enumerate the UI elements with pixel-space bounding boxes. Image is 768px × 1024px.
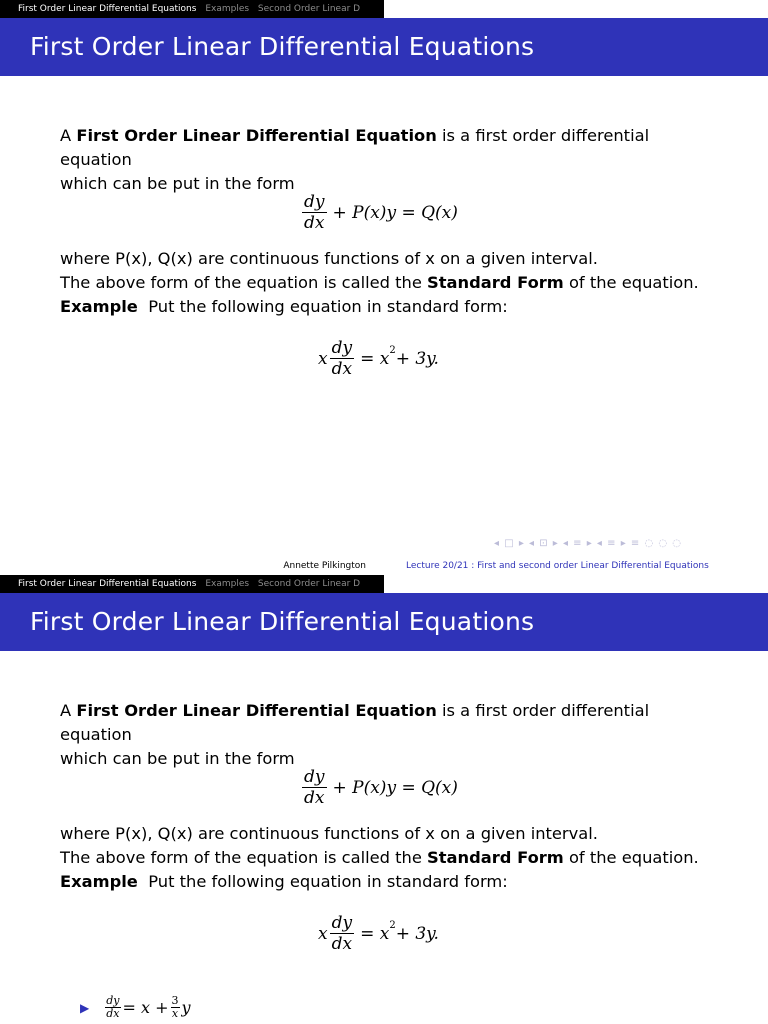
nav-section-second-order[interactable]: Second Order Linear D bbox=[257, 4, 361, 14]
derivative-fraction bbox=[330, 913, 355, 954]
coefficient-fraction bbox=[171, 995, 180, 1020]
eq-tail: + 3y. bbox=[395, 923, 439, 944]
example-text bbox=[60, 870, 720, 894]
frac-num: dy bbox=[304, 192, 325, 212]
slide-title: First Order Linear Differential Equations bbox=[30, 607, 535, 636]
frac-den: dx bbox=[304, 213, 325, 233]
footer-author-box bbox=[0, 557, 384, 575]
def-suffix: is a first order differential equation bbox=[60, 701, 650, 744]
footer-lecture-box bbox=[384, 557, 768, 575]
standard-form-equation bbox=[300, 767, 458, 808]
section-navigation-bar bbox=[0, 575, 384, 593]
bullet-triangle-icon: ▶ bbox=[80, 1000, 90, 1015]
nav-section-examples[interactable]: Examples bbox=[205, 579, 250, 589]
slide-2 bbox=[0, 575, 768, 1024]
example-body: Put the following equation in standard form: bbox=[148, 872, 508, 891]
example-label: Example bbox=[60, 872, 138, 891]
def-line2: which can be put in the form bbox=[60, 749, 295, 768]
frac-den: dx bbox=[304, 788, 325, 808]
eq-exponent: 2 bbox=[389, 345, 396, 356]
def-suffix: is a first order differential equation bbox=[60, 126, 650, 169]
footer bbox=[0, 557, 768, 575]
derivative-fraction bbox=[330, 338, 355, 379]
eq-tail: + 3y. bbox=[395, 348, 439, 369]
example-equation bbox=[318, 913, 439, 954]
sf-suffix: of the equation. bbox=[563, 848, 699, 867]
sf-suffix: of the equation. bbox=[563, 273, 699, 292]
def-prefix: A bbox=[60, 701, 77, 720]
derivative-fraction bbox=[302, 767, 327, 808]
standard-form-text bbox=[60, 846, 720, 870]
solution-bullet bbox=[80, 995, 191, 1020]
frac-den: x bbox=[171, 1007, 179, 1020]
definition-text bbox=[60, 699, 720, 771]
equation-rest: + P(x)y = Q(x) bbox=[332, 202, 458, 223]
continuity-text: where P(x), Q(x) are continuous functions of x on a given interval. bbox=[60, 824, 598, 843]
frac-num: 3 bbox=[171, 994, 179, 1007]
example-text bbox=[60, 295, 720, 319]
slide-body bbox=[60, 124, 720, 196]
sf-prefix: The above form of the equation is called the bbox=[60, 273, 428, 292]
example-body: Put the following equation in standard form: bbox=[148, 297, 508, 316]
slide-body-lower bbox=[60, 822, 720, 894]
definition-text bbox=[60, 124, 720, 196]
beamer-navigation-icons[interactable]: ◂ □ ▸ ◂ ⊡ ▸ ◂ ≡ ▸ ◂ ≡ ▸ ≡ ◌ ◌ ◌ bbox=[494, 538, 682, 549]
nav-section-examples[interactable]: Examples bbox=[205, 4, 250, 14]
eq-lead: x bbox=[318, 923, 328, 944]
def-line2: which can be put in the form bbox=[60, 174, 295, 193]
section-navigation-bar bbox=[0, 0, 384, 18]
frac-num: dy bbox=[331, 338, 353, 358]
slide-body bbox=[60, 699, 720, 771]
nav-section-second-order[interactable]: Second Order Linear D bbox=[257, 579, 361, 589]
example-equation bbox=[318, 338, 439, 379]
standard-form-text bbox=[60, 271, 720, 295]
derivative-fraction bbox=[302, 192, 327, 233]
footer-author: Annette Pilkington bbox=[283, 561, 366, 571]
def-prefix: A bbox=[60, 126, 77, 145]
frac-num: dy bbox=[331, 913, 353, 933]
title-bar bbox=[0, 18, 768, 76]
sf-prefix: The above form of the equation is called the bbox=[60, 848, 428, 867]
frac-den: dx bbox=[331, 359, 353, 379]
example-label: Example bbox=[60, 297, 138, 316]
bullet-tail: y bbox=[181, 998, 191, 1017]
eq-exponent: 2 bbox=[389, 920, 396, 931]
nav-section-first-order[interactable]: First Order Linear Differential Equations bbox=[18, 4, 197, 14]
eq-rhs: = x bbox=[360, 923, 390, 944]
standard-form-equation bbox=[300, 192, 458, 233]
eq-rhs: = x bbox=[360, 348, 390, 369]
slide-body-lower bbox=[60, 247, 720, 319]
def-term: First Order Linear Differential Equation bbox=[76, 701, 437, 720]
continuity-text: where P(x), Q(x) are continuous functions of x on a given interval. bbox=[60, 249, 598, 268]
derivative-fraction-small bbox=[105, 995, 120, 1020]
frac-num: dy bbox=[106, 994, 120, 1007]
frac-den: dx bbox=[106, 1007, 120, 1020]
sf-term: Standard Form bbox=[427, 273, 564, 292]
eq-lead: x bbox=[318, 348, 328, 369]
def-term: First Order Linear Differential Equation bbox=[76, 126, 437, 145]
equation-rest: + P(x)y = Q(x) bbox=[332, 777, 458, 798]
sf-term: Standard Form bbox=[427, 848, 564, 867]
frac-num: dy bbox=[304, 767, 325, 787]
footer-lecture: Lecture 20/21 : First and second order Linear Differential Equations bbox=[406, 561, 709, 571]
bullet-mid: = x + bbox=[122, 998, 169, 1017]
slide-title: First Order Linear Differential Equations bbox=[30, 32, 535, 61]
nav-section-first-order[interactable]: First Order Linear Differential Equations bbox=[18, 579, 197, 589]
frac-den: dx bbox=[331, 934, 353, 954]
title-bar bbox=[0, 593, 768, 651]
